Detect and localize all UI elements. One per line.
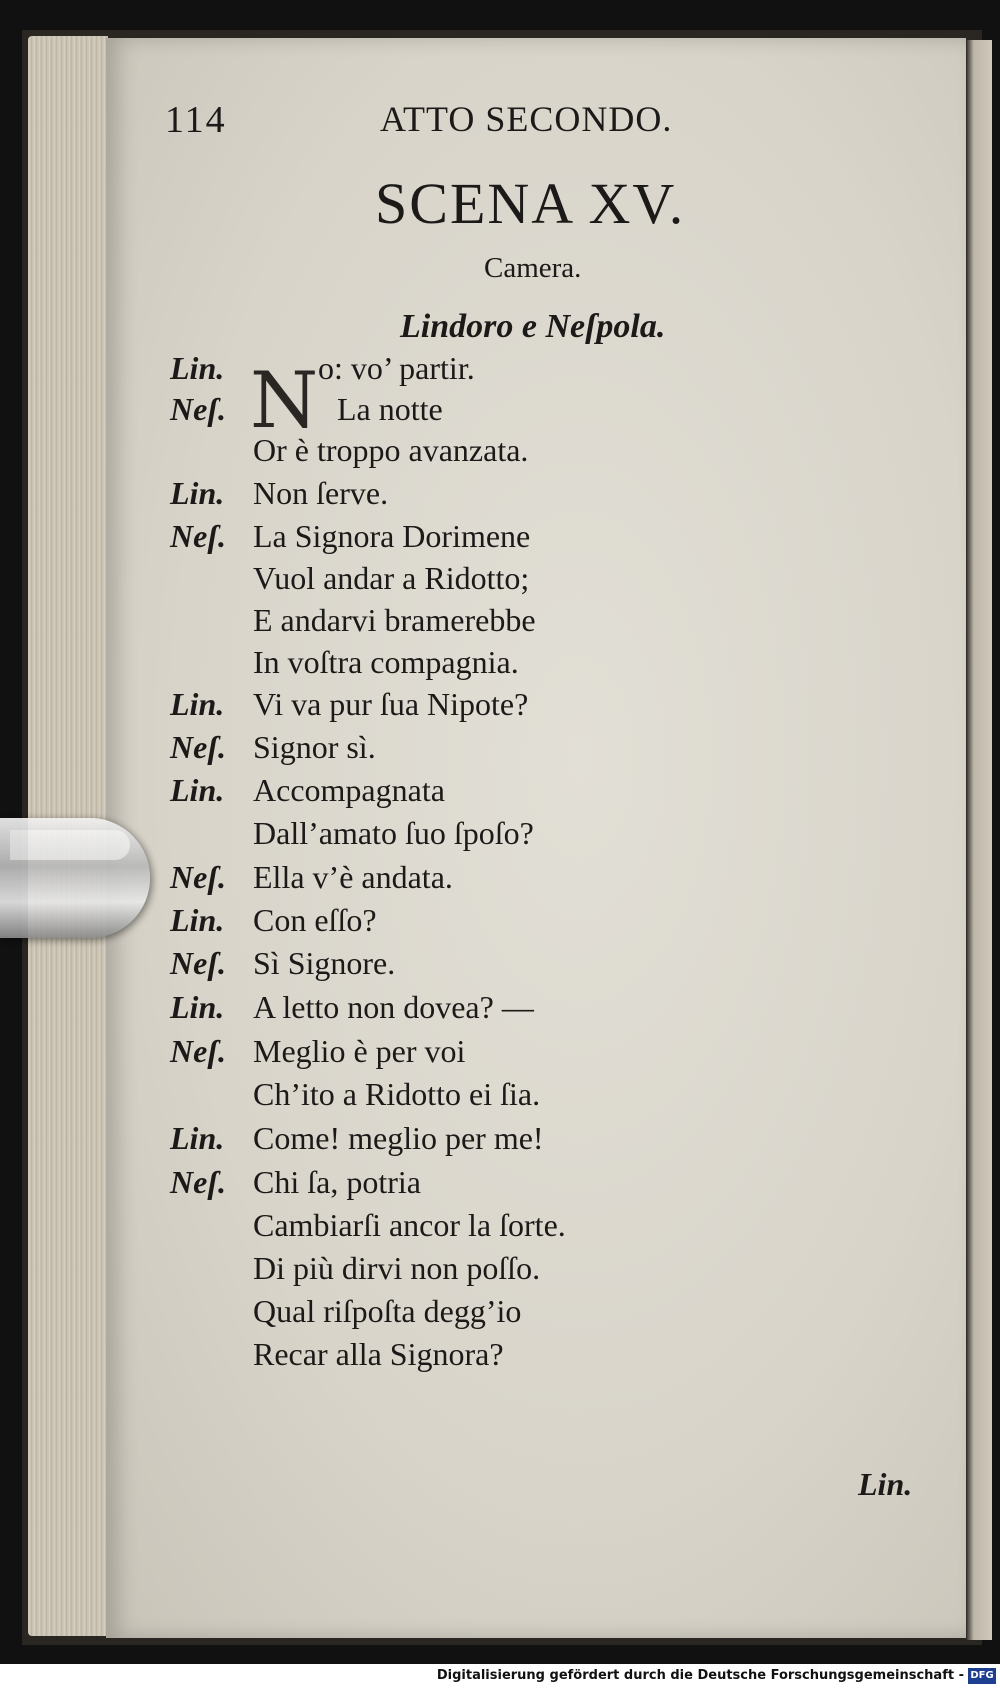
dialogue-line: Dall’amato ſuo ſpoſo? [253,815,534,851]
dialogue-line: Ch’ito a Ridotto ei ſia. [253,1076,541,1112]
speaker-label: Lin. [170,989,225,1025]
dfg-logo-icon: DFG [968,1668,996,1684]
dialogue-line: Non ſerve. [253,475,389,511]
catchword: Lin. [858,1466,913,1502]
dialogue-line: Recar alla Signora? [253,1336,504,1372]
dialogue-line: Con eſſo? [253,902,377,938]
next-page-edge [966,40,992,1640]
dialogue-line: Ella v’è andata. [253,859,453,895]
speaker-label: Lin. [170,1120,225,1156]
dialogue-line: Meglio è per voi [253,1033,466,1069]
dialogue-line: o: vo’ partir. [318,350,475,386]
speaker-label: Lin. [170,686,225,722]
page-clip [0,818,150,938]
speaker-label: Neſ. [170,945,226,981]
dialogue-line: Accompagnata [253,772,445,808]
decorative-initial: N [250,356,319,446]
speaker-label: Neſ. [170,518,226,554]
dialogue-line: Di più dirvi non poſſo. [253,1250,541,1286]
speaker-label: Lin. [170,772,225,808]
dialogue-line: In voſtra compagnia. [253,644,519,680]
speaker-label: Neſ. [170,1164,226,1200]
dialogue-line: Sì Signore. [253,945,396,981]
dialogue-line: E andarvi bramerebbe [253,602,536,638]
dialogue-line: Come! meglio per me! [253,1120,544,1156]
speaker-label: Neſ. [170,391,226,427]
dialogue-line: Signor sì. [253,729,376,765]
speaker-label: Lin. [170,350,225,386]
running-head: ATTO SECONDO. [380,99,673,139]
scene-characters: Lindoro e Neſpola. [400,308,666,345]
scene-title: SCENA XV. [375,171,686,236]
dialogue-line: La Signora Dorimene [253,518,531,554]
speaker-label: Neſ. [170,1033,226,1069]
dialogue-line: La notte [337,391,443,427]
scene-location: Camera. [484,252,582,284]
dialogue-line: Or è troppo avanzata. [253,432,529,468]
dialogue-line: Qual riſpoſta degg’io [253,1293,522,1329]
dialogue-line: A letto non dovea? — [253,989,534,1025]
dialogue-line: Vuol andar a Ridotto; [253,560,530,596]
speaker-label: Neſ. [170,729,226,765]
clip-highlight [10,830,130,860]
speaker-label: Neſ. [170,859,226,895]
dialogue-line: Cambiarſi ancor la ſorte. [253,1207,566,1243]
footer-credit: Digitalisierung gefördert durch die Deutsche Forschungsgemeinschaft - [436,1668,964,1683]
page-number: 114 [165,99,227,141]
dialogue-line: Vi va pur ſua Nipote? [253,686,529,722]
speaker-label: Lin. [170,902,225,938]
footer-bar [0,1664,1000,1690]
dialogue-line: Chi ſa, potria [253,1164,421,1200]
speaker-label: Lin. [170,475,225,511]
